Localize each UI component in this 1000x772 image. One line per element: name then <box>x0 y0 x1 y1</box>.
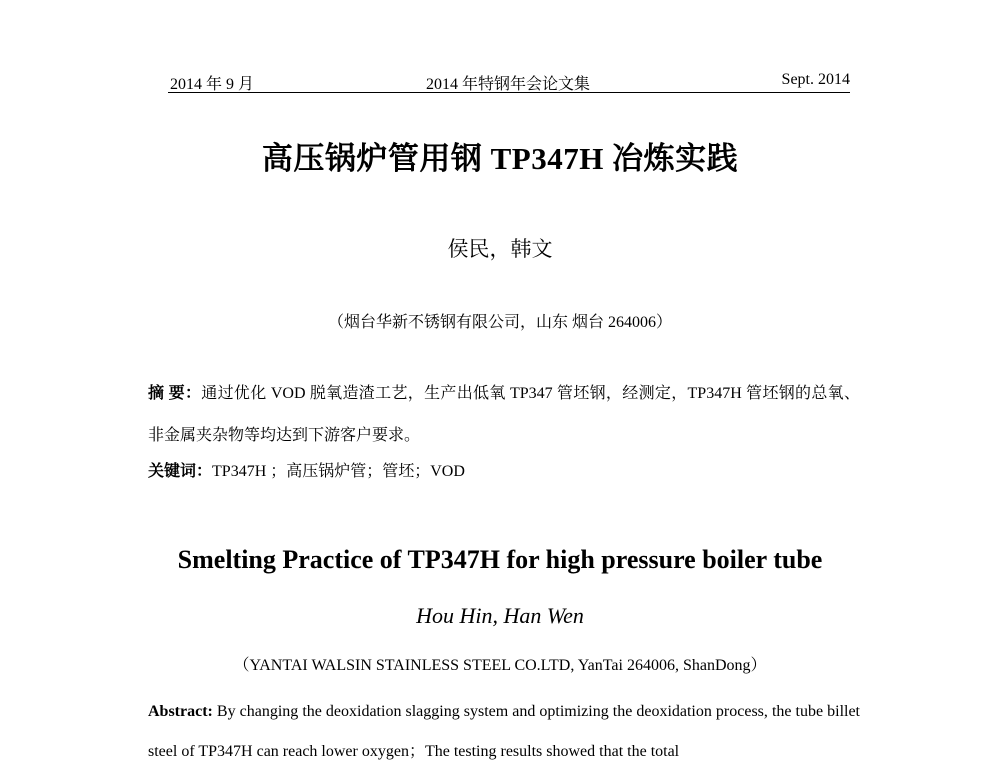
affiliation-en: （YANTAI WALSIN STAINLESS STEEL CO.LTD, YanTai 264006, ShanDong） <box>233 657 767 674</box>
authors-cn: 侯民，韩文 <box>447 237 553 261</box>
abstract-cn <box>148 373 860 457</box>
abstract-en-text: By changing the deoxidation slagging system and optimizing the deoxidation process, the tube billet steel of TP347H can reach lower oxygen；The testing results showed that the total <box>148 703 861 760</box>
keywords-cn-label: 关键词： <box>148 463 213 480</box>
abstract-cn-text: 通过优化 VOD 脱氧造渣工艺，生产出低氧 TP347 管坯钢，经测定，TP347H 管坯钢的总氧、非金属夹杂物等均达到下游客户要求。 <box>148 385 860 444</box>
abstract-cn-label: 摘 要： <box>148 385 202 402</box>
authors-en: Hou Hin, Han Wen <box>416 603 584 628</box>
header-date-cn: 2014 年 9 月 <box>170 76 255 93</box>
abstract-en-label: Abstract: <box>148 703 213 720</box>
keywords-cn <box>148 459 860 485</box>
keywords-cn-text: TP347H ；高压锅炉管；管坯；VOD <box>212 463 465 480</box>
header-date-en: Sept. 2014 <box>781 71 850 88</box>
paper-title-en: Smelting Practice of TP347H for high pressure boiler tube <box>177 545 823 574</box>
header-proceedings-title: 2014 年特钢年会论文集 <box>426 76 591 93</box>
affiliation-cn: （烟台华新不锈钢有限公司，山东 烟台 264006） <box>327 314 672 331</box>
running-header <box>168 70 850 93</box>
abstract-en <box>148 692 860 772</box>
paper-title-cn: 高压锅炉管用钢 TP347H 冶炼实践 <box>261 141 739 176</box>
